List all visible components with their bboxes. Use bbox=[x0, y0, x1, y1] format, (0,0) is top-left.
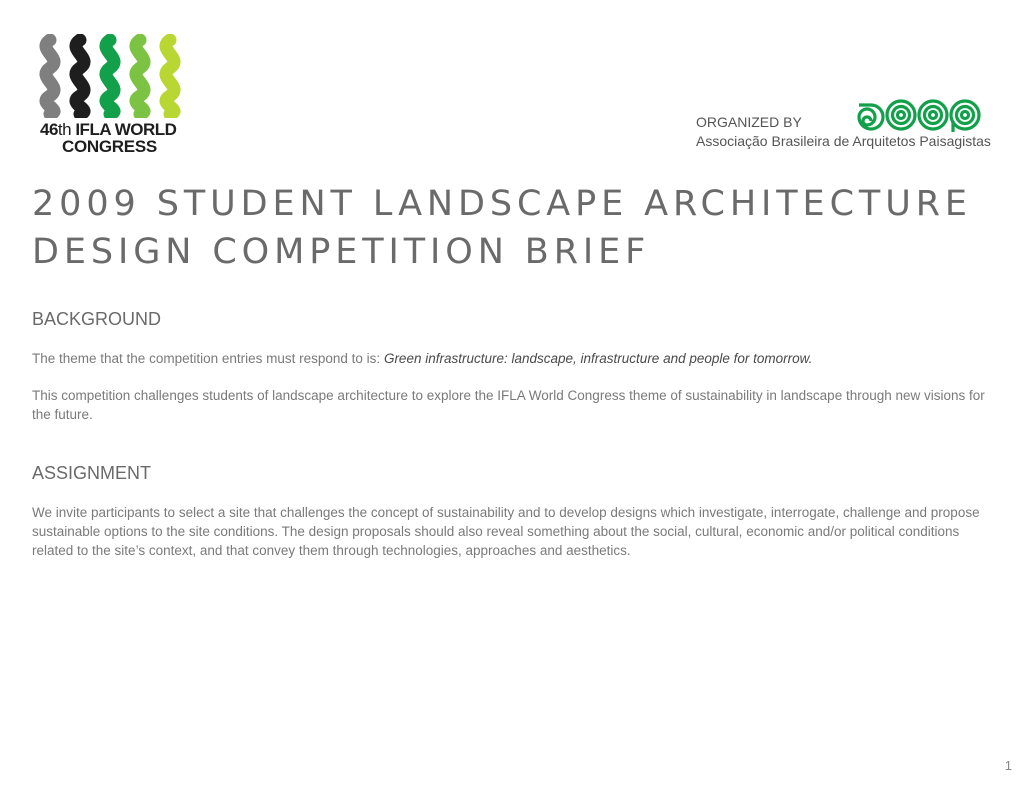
ifla-congress-logo bbox=[38, 34, 202, 156]
organizer-name: Associação Brasileira de Arquitetos Paisagistas bbox=[696, 133, 991, 149]
page-title bbox=[32, 180, 992, 276]
assignment-paragraph: We invite participants to select a site that challenges the concept of sustainability and to develop designs which investigate, interrogate, challenge and propose sustainable options to the site conditions. The design proposals should also reveal something about the social, cultural, economic and/or political conditions related to the site’s context, and that convey them through technologies, approaches and aesthetics. bbox=[32, 505, 980, 558]
theme-paragraph bbox=[32, 349, 997, 368]
title-line2: DESIGN COMPETITION BRIEF bbox=[32, 232, 651, 272]
page-number: 1 bbox=[1004, 758, 1012, 773]
theme-intro: The theme that the competition entries must respond to is: bbox=[32, 351, 384, 366]
organized-by-label: ORGANIZED BY bbox=[696, 114, 802, 130]
title-line1: 2009 STUDENT LANDSCAPE ARCHITECTURE bbox=[32, 184, 972, 224]
background-heading: BACKGROUND bbox=[32, 309, 162, 329]
logo-text-line1: 46th IFLA WORLD bbox=[40, 120, 177, 139]
logo-text-line2: CONGRESS bbox=[62, 137, 157, 156]
theme-text: Green infrastructure: landscape, infrastructure and people for tomorrow. bbox=[383, 351, 813, 366]
assignment-heading: ASSIGNMENT bbox=[32, 463, 152, 483]
wave-stripes-icon bbox=[38, 34, 202, 118]
abap-logo-icon bbox=[855, 97, 987, 133]
background-paragraph: This competition challenges students of landscape architecture to explore the IFLA World Congress theme of sustainability in landscape through new visions for the future. bbox=[32, 388, 985, 422]
